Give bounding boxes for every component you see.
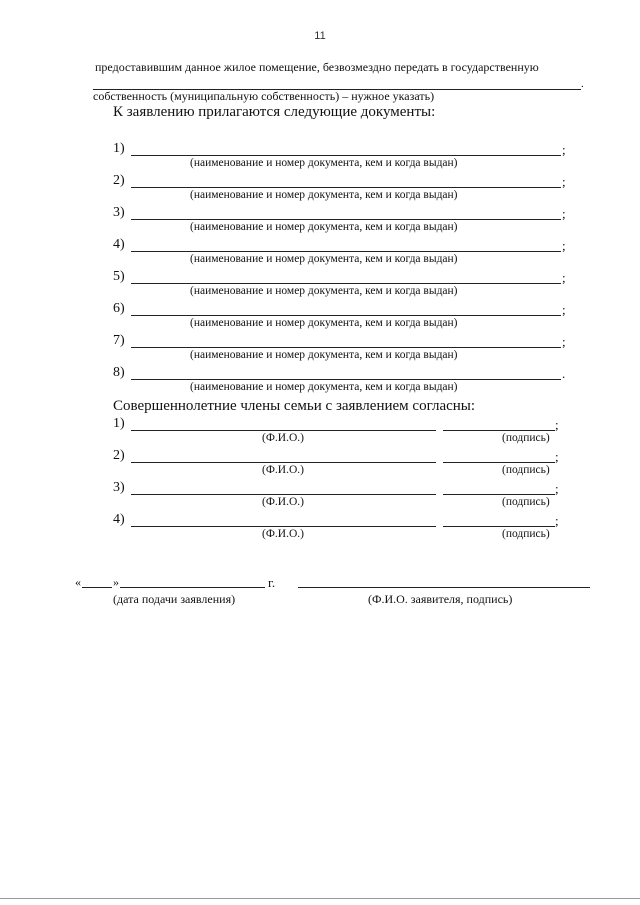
signature-caption: (подпись) [502,496,550,508]
attachment-blank [131,379,561,380]
member-number: 2) [113,448,125,463]
date-open-quote: « [75,575,81,589]
signature-blank [443,462,555,463]
member-end: ; [555,449,559,464]
attachment-caption: (наименование и номер документа, кем и когда выдан) [190,189,458,201]
family-heading: Совершеннолетние члены семьи с заявлением согласны: [113,398,476,414]
signature-caption: (подпись) [502,464,550,476]
member-number: 4) [113,512,125,527]
attachment-caption: (наименование и номер документа, кем и когда выдан) [190,381,458,393]
member-end: ; [555,481,559,496]
attachment-number: 6) [113,301,125,316]
intro-line-2: собственность (муниципальную собственность) – нужное указать) [93,89,435,103]
signature-blank [443,526,555,527]
attachment-number: 5) [113,269,125,284]
attachment-end: . [562,366,566,381]
signature-caption: (подпись) [502,432,550,444]
fio-caption: (Ф.И.О.) [262,496,304,508]
applicant-blank [298,587,590,588]
attachment-number: 1) [113,141,125,156]
fio-blank [131,430,436,431]
attachment-end: ; [562,174,566,189]
attachment-blank [131,219,561,220]
attachment-caption: (наименование и номер документа, кем и когда выдан) [190,253,458,265]
fio-blank [131,526,436,527]
attachment-caption: (наименование и номер документа, кем и когда выдан) [190,285,458,297]
fio-caption: (Ф.И.О.) [262,432,304,444]
attachment-end: ; [562,238,566,253]
attachment-caption: (наименование и номер документа, кем и когда выдан) [190,349,458,361]
signature-blank [443,430,555,431]
signature-caption: (подпись) [502,528,550,540]
attachment-blank [131,187,561,188]
attachment-blank [131,315,561,316]
attachment-number: 2) [113,173,125,188]
attachment-caption: (наименование и номер документа, кем и когда выдан) [190,317,458,329]
intro-line-2-end: . [581,78,584,90]
page-bottom-rule [0,898,640,899]
attachment-end: ; [562,142,566,157]
fio-blank [131,494,436,495]
member-number: 3) [113,480,125,495]
attachment-number: 3) [113,205,125,220]
page-number: 11 [314,30,326,42]
attachment-blank [131,251,561,252]
fio-caption: (Ф.И.О.) [262,464,304,476]
attachment-end: ; [562,302,566,317]
attachment-end: ; [562,270,566,285]
fio-caption: (Ф.И.О.) [262,528,304,540]
attachment-end: ; [562,206,566,221]
fio-blank [131,462,436,463]
member-number: 1) [113,416,125,431]
date-caption: (дата подачи заявления) [113,592,236,606]
attachment-number: 4) [113,237,125,252]
attachment-blank [131,155,561,156]
member-end: ; [555,417,559,432]
attachment-number: 7) [113,333,125,348]
year-suffix: г. [268,575,276,590]
attachment-caption: (наименование и номер документа, кем и когда выдан) [190,221,458,233]
applicant-caption: (Ф.И.О. заявителя, подпись) [368,592,513,606]
attachment-end: ; [562,334,566,349]
attachments-heading: К заявлению прилагаются следующие документы: [113,104,436,120]
attachment-blank [131,347,561,348]
day-blank [82,587,112,588]
date-close-quote: » [113,575,119,589]
attachment-number: 8) [113,365,125,380]
member-end: ; [555,513,559,528]
signature-blank [443,494,555,495]
attachment-blank [131,283,561,284]
intro-line-1: предоставившим данное жилое помещение, безвозмездно передать в государственную [95,60,539,74]
attachment-caption: (наименование и номер документа, кем и когда выдан) [190,157,458,169]
month-year-blank [120,587,265,588]
